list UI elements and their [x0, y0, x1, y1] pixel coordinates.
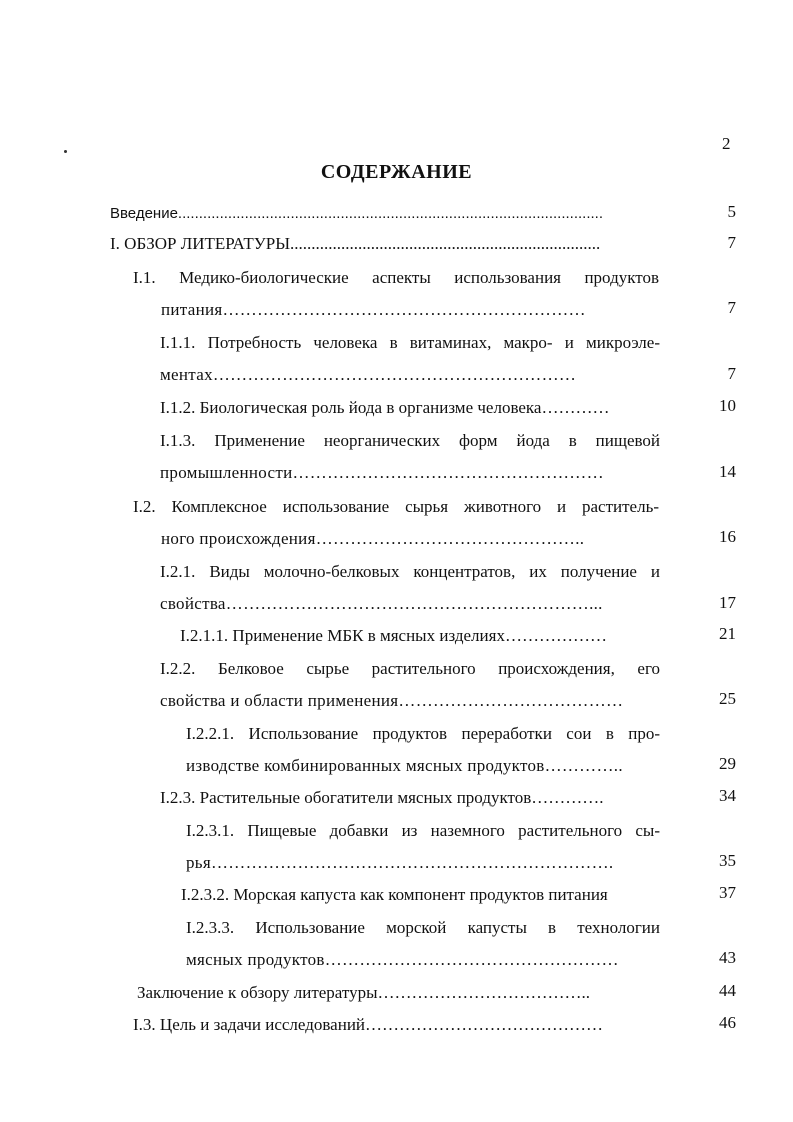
toc-entry-1-2 [133, 497, 659, 517]
toc-entry-text: ментах……………………………………………………… [160, 365, 577, 384]
toc-entry-1-2-3-3-cont [186, 950, 660, 970]
toc-entry-text: промышленности……………………………………………… [160, 463, 604, 482]
toc-entry-text: питания……………………………………………………… [161, 300, 586, 319]
toc-entry-text: изводстве комбинированных мясных продуктов………….. [186, 756, 623, 775]
toc-entry-1-2-3-2 [181, 885, 661, 905]
toc-entry-text: I.1.3. Применение неорганических форм йода в пищевой [160, 431, 660, 450]
toc-entry-1-2-2-1-cont [186, 756, 660, 776]
toc-entry-1-2-3-3 [186, 918, 660, 938]
toc-entry-text: I.2.1. Виды молочно-белковых концентратов, их получение и [160, 562, 660, 581]
toc-entry-1-2-3-1 [186, 821, 660, 841]
toc-page-number: 29 [719, 754, 736, 773]
toc-entry-text: I.2.3.2. Морская капуста как компонент продуктов питания [181, 885, 608, 904]
toc-entry-1-1-3 [160, 431, 660, 451]
toc-entry-conclusion [137, 983, 660, 1003]
toc-entry-text: мясных продуктов…………………………………………… [186, 950, 619, 969]
toc-entry-text: Введение...................................................................................................... [110, 205, 604, 222]
toc-entry-1-1-1 [160, 333, 660, 353]
toc-entry-text: I.2.3.3. Использование морской капусты в технологии [186, 918, 660, 937]
toc-entry-text: I.1. Медико-биологические аспекты использования продуктов [133, 268, 659, 287]
toc-page-number: 7 [727, 233, 736, 252]
toc-entry-1-1-cont [161, 300, 661, 320]
toc-entry-text: ного происхождения……………………………………….. [161, 529, 585, 548]
toc-entry-1-3 [133, 1015, 660, 1035]
toc-page-number: 46 [719, 1013, 736, 1032]
toc-entry-text: I.1.1. Потребность человека в витаминах, макро- и микроэле- [160, 333, 660, 352]
toc-page-number: 7 [727, 298, 736, 317]
toc-page-number: 35 [719, 851, 736, 870]
toc-page-number: 25 [719, 689, 736, 708]
toc-page-number: 17 [719, 593, 736, 612]
page-title: СОДЕРЖАНИЕ [320, 161, 473, 183]
toc-entry-1-2-1-1 [180, 626, 660, 646]
toc-entry-text: I.2.2.1. Использование продуктов переработки сои в про- [186, 724, 660, 743]
toc-page-number: 44 [719, 981, 736, 1000]
toc-entry-text: I.2.2. Белковое сырье растительного происхождения, его [160, 659, 660, 678]
toc-entry-1-2-2-cont [160, 691, 660, 711]
toc-entry-text: I.2.3. Растительные обогатители мясных продуктов…………. [160, 788, 604, 807]
toc-page-number: 21 [719, 624, 736, 643]
toc-page-number: 10 [719, 396, 736, 415]
toc-entry-text: I.2. Комплексное использование сырья животного и раститель- [133, 497, 659, 516]
toc-entry-1-1-1-cont [160, 365, 660, 385]
toc-page-number: 7 [727, 364, 736, 383]
toc-entry-1-2-3 [160, 788, 660, 808]
toc-entry-1-2-cont [161, 529, 661, 549]
toc-entry-text: I.3. Цель и задачи исследований…………………………………… [133, 1015, 604, 1034]
toc-entry-text: рья……………………………………………………………. [186, 853, 614, 872]
toc-entry-1-1-3-cont [160, 463, 660, 483]
toc-page-number: 37 [719, 883, 736, 902]
toc-entry-text: свойства и области применения………………………………… [160, 691, 624, 710]
toc-entry-1-1 [133, 268, 659, 288]
page-number: 2 [722, 134, 731, 153]
toc-entry-text: свойства………………………………………………………... [160, 594, 603, 613]
toc-entry-1-2-2-1 [186, 724, 660, 744]
toc-entry-1-2-3-1-cont [186, 853, 660, 873]
toc-entry-1-2-1-cont [160, 594, 660, 614]
toc-entry-text: Заключение к обзору литературы……………………………….. [137, 983, 591, 1002]
toc-entry-1-2-1 [160, 562, 660, 582]
toc-entry-review [110, 234, 672, 254]
toc-page-number: 34 [719, 786, 736, 805]
toc-entry-1-2-2 [160, 659, 660, 679]
toc-page-number: 5 [727, 202, 736, 221]
toc-entry-text: I.1.2. Биологическая роль йода в организме человека………… [160, 398, 610, 417]
toc-entry-1-1-2 [160, 398, 660, 418]
toc-entry-text: I.2.3.1. Пищевые добавки из наземного растительного сы- [186, 821, 660, 840]
toc-entry-text: I.2.1.1. Применение МБК в мясных изделиях……………… [180, 626, 607, 645]
toc-entry-intro [110, 204, 672, 224]
toc-page-number: 43 [719, 948, 736, 967]
toc-page-number: 14 [719, 462, 736, 481]
toc-entry-text: I. ОБЗОР ЛИТЕРАТУРЫ......................................................................... [110, 234, 601, 253]
toc-page-number: 16 [719, 527, 736, 546]
